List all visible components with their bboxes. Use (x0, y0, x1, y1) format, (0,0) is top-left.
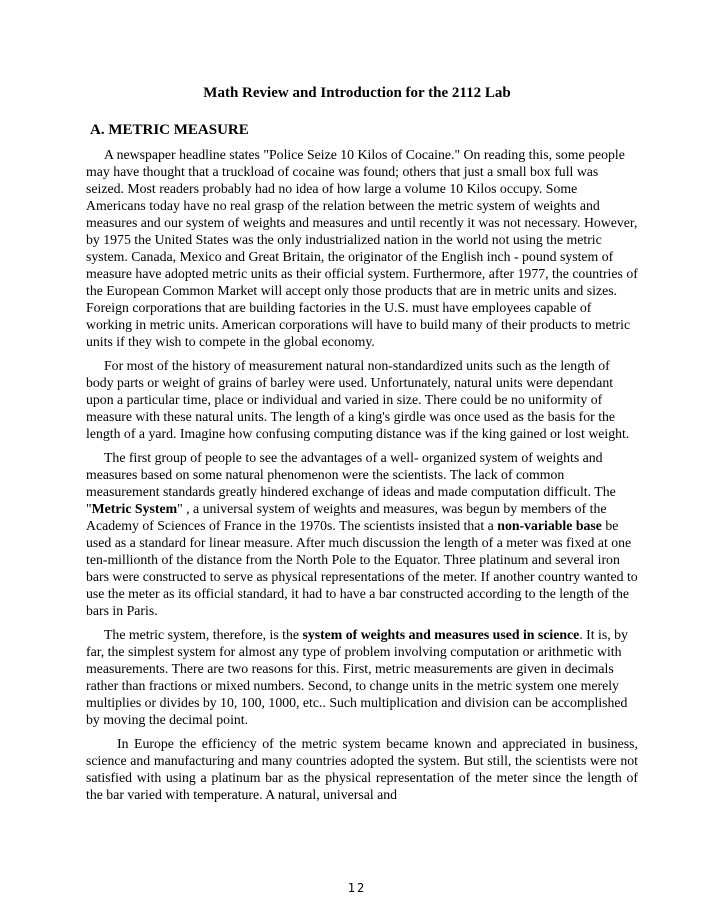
body-paragraph (86, 626, 638, 728)
paragraph-text: The first group of people to see the advantages of a well- organized system of weights and measures based on some natural phenomenon were the scientists. The lack of common measurement standards greatly hindered exchange of ideas and made computation difficult. The " (86, 450, 616, 516)
paragraph-text: In Europe the efficiency of the metric system became known and appreciated in business, science and manufacturing and many countries adopted the system. But still, the scientists were not satisfied with using a platinum bar as the physical representation of the meter since the length of the bar varied with temperature. A natural, universal and (86, 736, 638, 802)
paragraph-text: be used as a standard for linear measure. After much discussion the length of a meter was fixed at one ten-millionth of the distance from the North Pole to the Equator. Three platinum and several iron bars were constructed to serve as physical representations of the meter. If another country wanted to use the meter as its official standard, it had to have a bar constructed according to the length of the bars in Paris. (86, 518, 638, 618)
paragraph-text: For most of the history of measurement natural non-standardized units such as the length of body parts or weight of grains of barley were used. Unfortunately, natural units were dependant upon a particular time, place or individual and varied in size. There could be no uniformity of measure with these natural units. The length of a king's girdle was once used as the basis for the length of a yard. Imagine how confusing computing distance was if the king gained or lost weight. (86, 358, 630, 441)
paragraph-text: The metric system, therefore, is the (104, 627, 303, 642)
body-paragraph (86, 357, 638, 442)
section-heading: A. METRIC MEASURE (90, 122, 249, 138)
page-number: 12 (347, 881, 367, 895)
paragraph-text: A newspaper headline states "Police Seize 10 Kilos of Cocaine." On reading this, some people may have thought that a truckload of cocaine was found; others that just a small box full was seized. Most readers probably had no idea of how large a volume 10 Kilos occupy. Some Americans today have no real grasp of the relation between the metric system of weights and measures and our system of weights and measures and until recently it was not necessary. However, by 1975 the United States was the only industrialized nation in the world not using the metric system. Canada, Mexico and Great Britain, the originator of the English inch - pound system of measure have adopted metric units as their official system. Furthermore, after 1977, the countries of the European Common Market will accept only those products that are in metric units and sizes. Foreign corporations that are building factories in the U.S. must have employees capable of working in metric units. American corporations will have to build many of their products to metric units if they wish to compete in the global economy. (86, 147, 638, 349)
body-paragraph (86, 449, 638, 619)
body-paragraph (86, 146, 638, 350)
paragraph-text: " , a universal system of weights and measures, was begun by members of the Academy of Sciences of France in the 1970s. The scientists insisted that a (86, 501, 607, 533)
bold-phrase: system of weights and measures used in science (302, 627, 580, 642)
bold-phrase: Metric System (91, 501, 178, 516)
paragraph-text: . It is, by far, the simplest system for almost any type of problem involving computation or arithmetic with measurements. There are two reasons for this. First, metric measurements are given in decimals rather than fractions or mixed numbers. Second, to change units in the metric system one merely multiplies or divides by 10, 100, 1000, etc.. Such multiplication and division can be accomplished by moving the decimal point. (86, 627, 628, 727)
body-paragraph (86, 735, 638, 803)
document-title: Math Review and Introduction for the 2112 Lab (203, 85, 511, 101)
bold-phrase: non-variable base (497, 518, 602, 533)
document-body (86, 146, 638, 810)
